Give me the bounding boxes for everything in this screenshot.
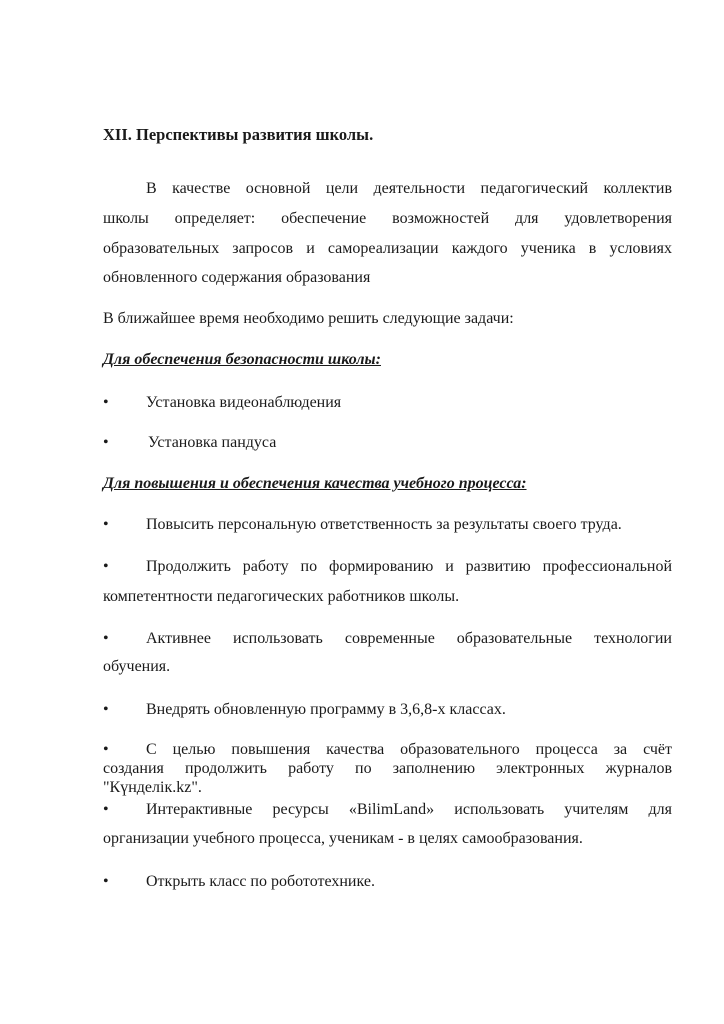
list-item: Повысить персональную ответственность за результаты своего труда.	[146, 516, 622, 533]
section-heading-safety: Для обеспечения безопасности школы:	[103, 351, 381, 368]
section-heading-quality: Для повышения и обеспечения качества учебного процесса:	[103, 475, 527, 492]
bullet-icon: •	[103, 516, 109, 533]
bullet-icon: •	[103, 873, 109, 890]
bullet-icon: •	[103, 630, 109, 647]
list-item: Интерактивные ресурсы «BilimLand» использовать учителям для	[146, 801, 672, 818]
list-item: Установка пандуса	[148, 434, 277, 451]
list-item-continuation: создания продолжить работу по заполнению электронных журналов	[103, 760, 672, 777]
list-item-continuation: обучения.	[103, 658, 171, 675]
intro-line-4: обновленного содержания образования	[103, 269, 371, 286]
bullet-icon: •	[103, 558, 109, 575]
list-item: Установка видеонаблюдения	[146, 394, 342, 411]
bullet-icon: •	[103, 394, 109, 411]
list-item: Продолжить работу по формированию и развитию профессиональной	[146, 558, 672, 575]
list-item: Внедрять обновленную программу в 3,6,8-х классах.	[146, 701, 506, 718]
bullet-icon: •	[103, 741, 109, 758]
list-item-continuation: организации учебного процесса, ученикам - в целях самообразования.	[103, 830, 583, 847]
intro-line-3: образовательных запросов и самореализации каждого ученика в условиях	[103, 240, 672, 257]
tasks-intro: В ближайшее время необходимо решить следующие задачи:	[103, 310, 514, 327]
bullet-icon: •	[103, 701, 109, 718]
bullet-icon: •	[103, 801, 109, 818]
bullet-icon: •	[103, 434, 109, 451]
list-item-continuation: "Күнделік.kz".	[103, 779, 202, 796]
intro-line-2: школы определяет: обеспечение возможностей для удовлетворения	[103, 210, 672, 227]
page-title: XII. Перспективы развития школы.	[103, 125, 374, 144]
list-item: Активнее использовать современные образовательные технологии	[146, 630, 672, 647]
intro-line-1: В качестве основной цели деятельности педагогический коллектив	[146, 180, 672, 197]
list-item: Открыть класс по робототехнике.	[146, 873, 375, 890]
list-item: С целью повышения качества образовательного процесса за счёт	[146, 741, 672, 758]
list-item-continuation: компетентности педагогических работников школы.	[103, 588, 460, 605]
